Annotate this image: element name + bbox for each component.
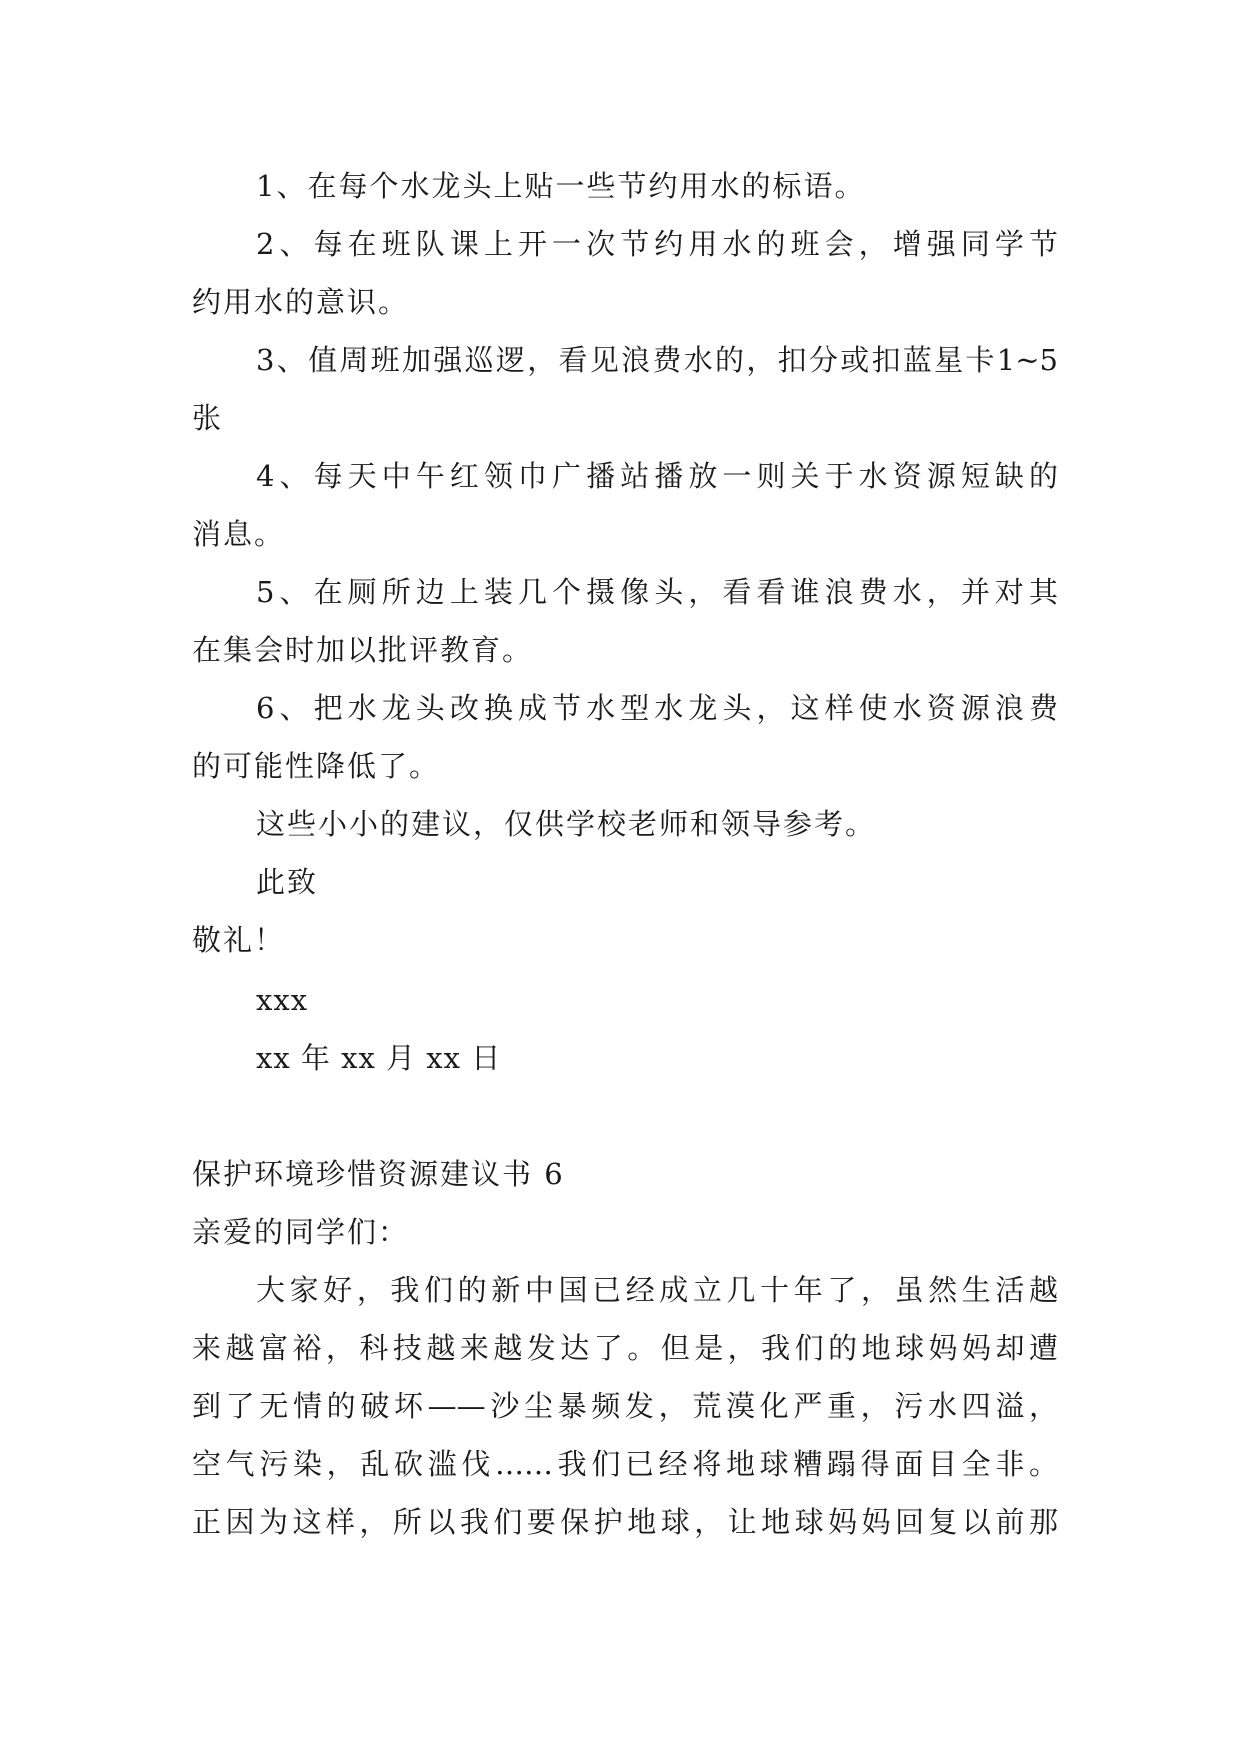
paragraph-line-3: 到了无情的破坏——沙尘暴频发，荒漠化严重，污水四溢，	[192, 1389, 1058, 1423]
salutation-jingli: 敬礼！	[192, 923, 286, 957]
suggestion-1-line-1: 1、在每个水龙头上贴一些节约用水的标语。	[256, 169, 866, 203]
suggestion-5-line-1: 5、在厕所边上装几个摄像头，看看谁浪费水，并对其	[256, 575, 1058, 609]
suggestion-3-line-2: 张	[192, 401, 224, 435]
paragraph-line-2: 来越富裕，科技越来越发达了。但是，我们的地球妈妈却遭	[192, 1331, 1058, 1365]
section-title: 保护环境珍惜资源建议书 6	[192, 1157, 565, 1191]
suggestion-2-line-2: 约用水的意识。	[192, 285, 410, 319]
paragraph-line-1: 大家好，我们的新中国已经成立几十年了，虽然生活越	[256, 1273, 1058, 1307]
greeting: 亲爱的同学们：	[192, 1215, 410, 1249]
suggestion-2-line-1: 2、每在班队课上开一次节约用水的班会，增强同学节	[256, 227, 1058, 261]
suggestion-6-line-1: 6、把水龙头改换成节水型水龙头，这样使水资源浪费	[256, 691, 1058, 725]
suggestion-3-line-1: 3、值周班加强巡逻，看见浪费水的，扣分或扣蓝星卡1~5	[256, 343, 1058, 377]
salutation-cizhi: 此致	[256, 865, 319, 899]
paragraph-line-4: 空气污染，乱砍滥伐……我们已经将地球糟蹋得面目全非。	[192, 1447, 1058, 1481]
closing-note: 这些小小的建议，仅供学校老师和领导参考。	[256, 807, 877, 841]
date-line: xx 年 xx 月 xx 日	[256, 1041, 502, 1075]
signature: xxx	[256, 983, 309, 1017]
suggestion-6-line-2: 的可能性降低了。	[192, 749, 441, 783]
suggestion-5-line-2: 在集会时加以批评教育。	[192, 633, 534, 667]
paragraph-line-5: 正因为这样，所以我们要保护地球，让地球妈妈回复以前那	[192, 1505, 1058, 1539]
suggestion-4-line-2: 消息。	[192, 517, 286, 551]
suggestion-4-line-1: 4、每天中午红领巾广播站播放一则关于水资源短缺的	[256, 459, 1058, 493]
